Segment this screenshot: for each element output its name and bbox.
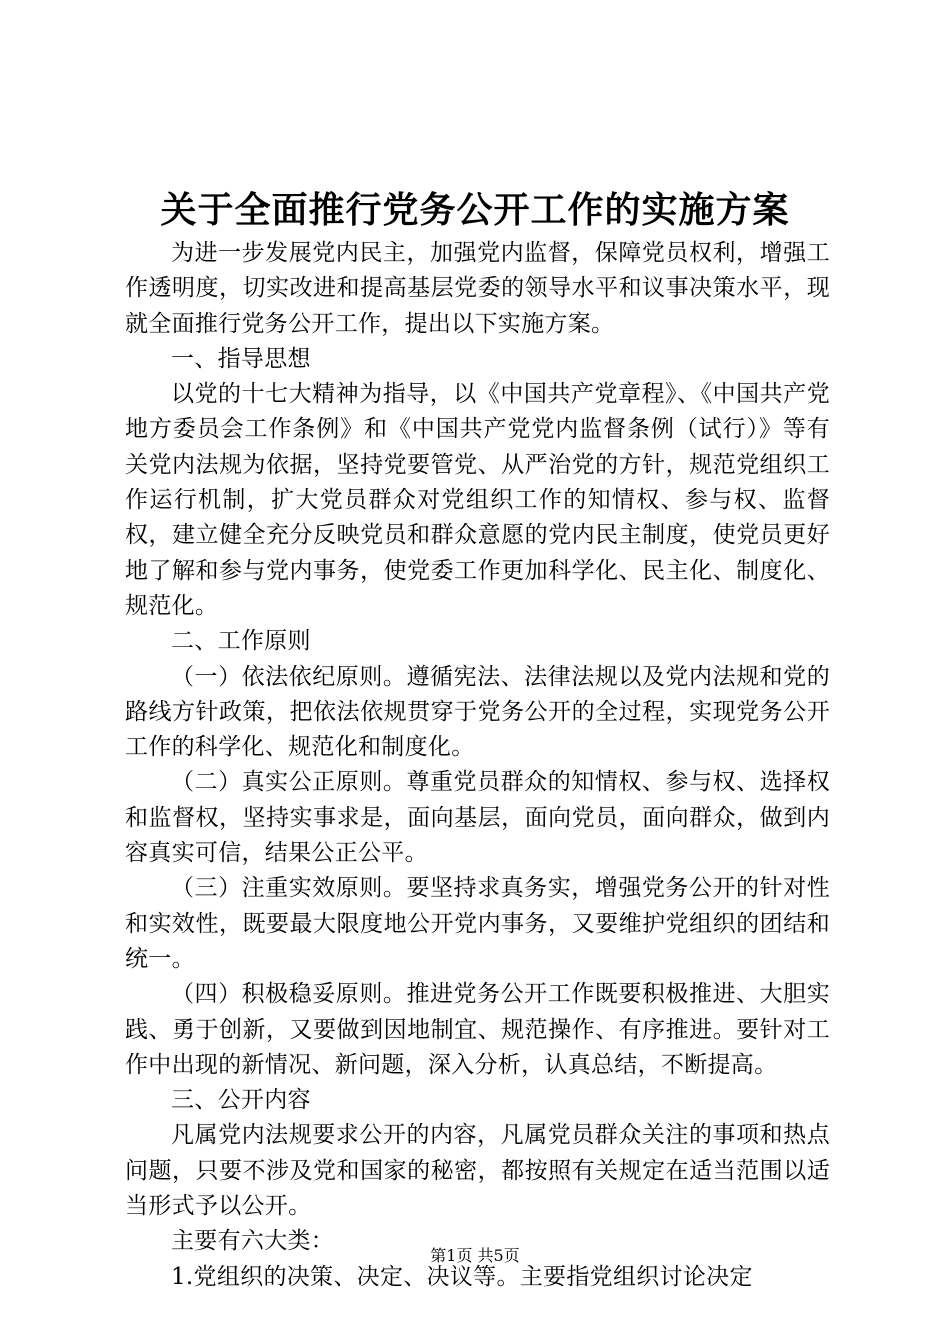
paragraph-principle-1: （一）依法依纪原则。遵循宪法、法律法规以及党内法规和党的路线方针政策，把依法依规贯穿于党务公开的全过程，实现党务公开工作的科学化、规范化和制度化。 (125, 663, 830, 761)
paragraph-principle-2: （二）真实公正原则。尊重党员群众的知情权、参与权、选择权和监督权，坚持实事求是，面向基层，面向党员，面向群众，做到内容真实可信，结果公正公平。 (125, 769, 830, 867)
page-footer: 第1页 共5页 (430, 1246, 520, 1265)
paragraph-six-categories: 主要有六大类： (171, 1228, 335, 1255)
paragraph-intro: 为进一步发展党内民主，加强党内监督，保障党员权利，增强工作透明度，切实改进和提高基层党委的领导水平和议事决策水平，现就全面推行党务公开工作，提出以下实施方案。 (125, 240, 830, 337)
paragraph-guiding-ideology: 以党的十七大精神为指导，以《中国共产党章程》、《中国共产党地方委员会工作条例》和《中国共产党党内监督条例（试行）》等有关党内法规为依据，坚持党要管党、从严治党的方针，规范党组织工作运行机制，扩大党员群众对党组织工作的知情权、参与权、监督权，建立健全充分反映党员和群众意愿的党内民主制度，使党员更好地了解和参与党内事务，使党委工作更加科学化、民主化、制度化、规范化。 (125, 381, 830, 619)
heading-guiding-ideology: 一、指导思想 (171, 345, 311, 372)
paragraph-category-1: 1.党组织的决策、决定、决议等。主要指党组织讨论决定 (171, 1263, 753, 1290)
heading-work-principles: 二、工作原则 (171, 628, 311, 655)
document-body (125, 236, 830, 1295)
heading-disclosure-content: 三、公开内容 (171, 1087, 311, 1114)
paragraph-principle-3: （三）注重实效原则。要坚持求真务实，增强党务公开的针对性和实效性，既要最大限度地公开党内事务，又要维护党组织的团结和统一。 (125, 875, 830, 972)
paragraph-disclosure-content: 凡属党内法规要求公开的内容，凡属党员群众关注的事项和热点问题，只要不涉及党和国家的秘密，都按照有关规定在适当范围以适当形式予以公开。 (125, 1122, 830, 1220)
document-title: 关于全面推行党务公开工作的实施方案 (160, 189, 790, 231)
paragraph-principle-4: （四）积极稳妥原则。推进党务公开工作既要积极推进、大胆实践、勇于创新，又要做到因地制宜、规范操作、有序推进。要针对工作中出现的新情况、新问题，深入分析，认真总结，不断提高。 (125, 981, 830, 1078)
